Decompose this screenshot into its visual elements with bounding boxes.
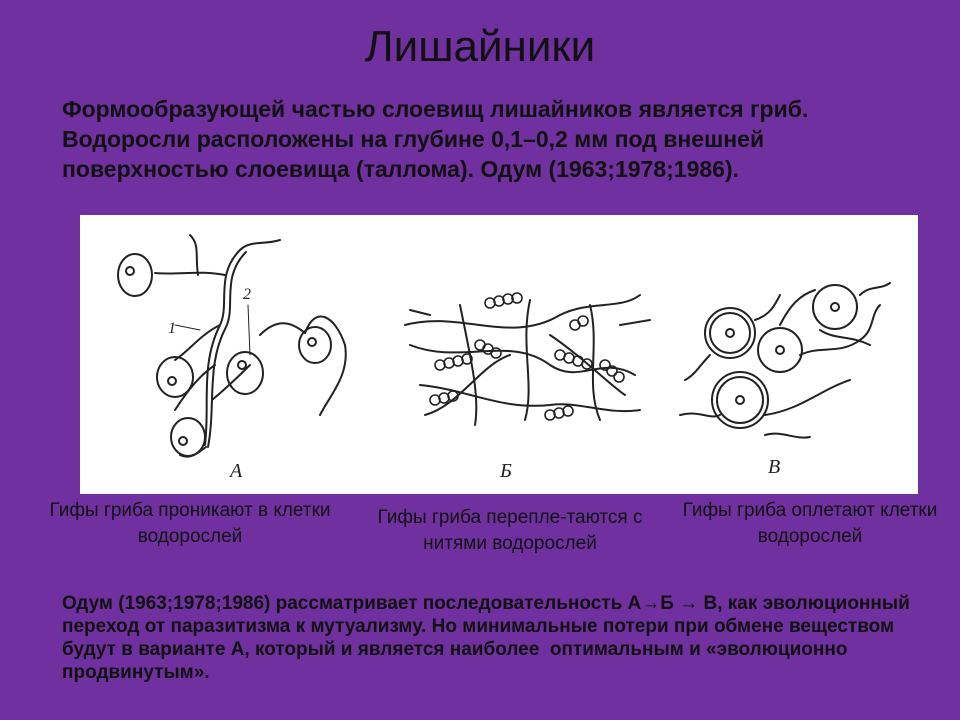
panel-a-drawing — [118, 235, 346, 457]
callout-2: 2 — [243, 286, 251, 303]
panel-c-letter: В — [768, 456, 781, 478]
conclusion-part-2: Б — [660, 593, 680, 614]
panel-b-drawing — [405, 293, 650, 425]
caption-panel-a: Гифы гриба проникают в клетки водорослей — [49, 500, 331, 547]
intro-text: Формообразующей частью слоевищ лишайников является гриб. Водоросли расположены на глубине 0,1–0,2 мм под внешней поверхностью слоевища (таллома). Одум (1963;1978;1986). — [62, 96, 809, 182]
panel-a-letter: А — [230, 460, 243, 482]
conclusion-part-3: В, как эволюционный переход от паразитизма к мутуализму. Но минимальные потери при обмене веществом будут в варианте А, который и является наиболее оптимальным и «эволюционно продвинутым». — [62, 593, 916, 683]
caption-panel-b: Гифы гриба перепле-таются с нитями водорослей — [377, 507, 643, 554]
lichen-illustration — [80, 215, 918, 494]
panel-c-drawing — [680, 283, 890, 438]
panel-b-letter: Б — [500, 460, 512, 482]
slide-title: Лишайники — [364, 22, 596, 71]
conclusion-part-1: Одум (1963;1978;1986) рассматривает последовательность А — [62, 593, 642, 614]
caption-panel-c: Гифы гриба оплетают клетки водорослей — [682, 500, 938, 547]
conclusion-text — [62, 592, 922, 684]
lichen-figure — [80, 215, 918, 494]
arrow-icon: → — [679, 593, 699, 614]
callout-1: 1 — [168, 320, 176, 337]
arrow-icon: → — [641, 593, 661, 614]
